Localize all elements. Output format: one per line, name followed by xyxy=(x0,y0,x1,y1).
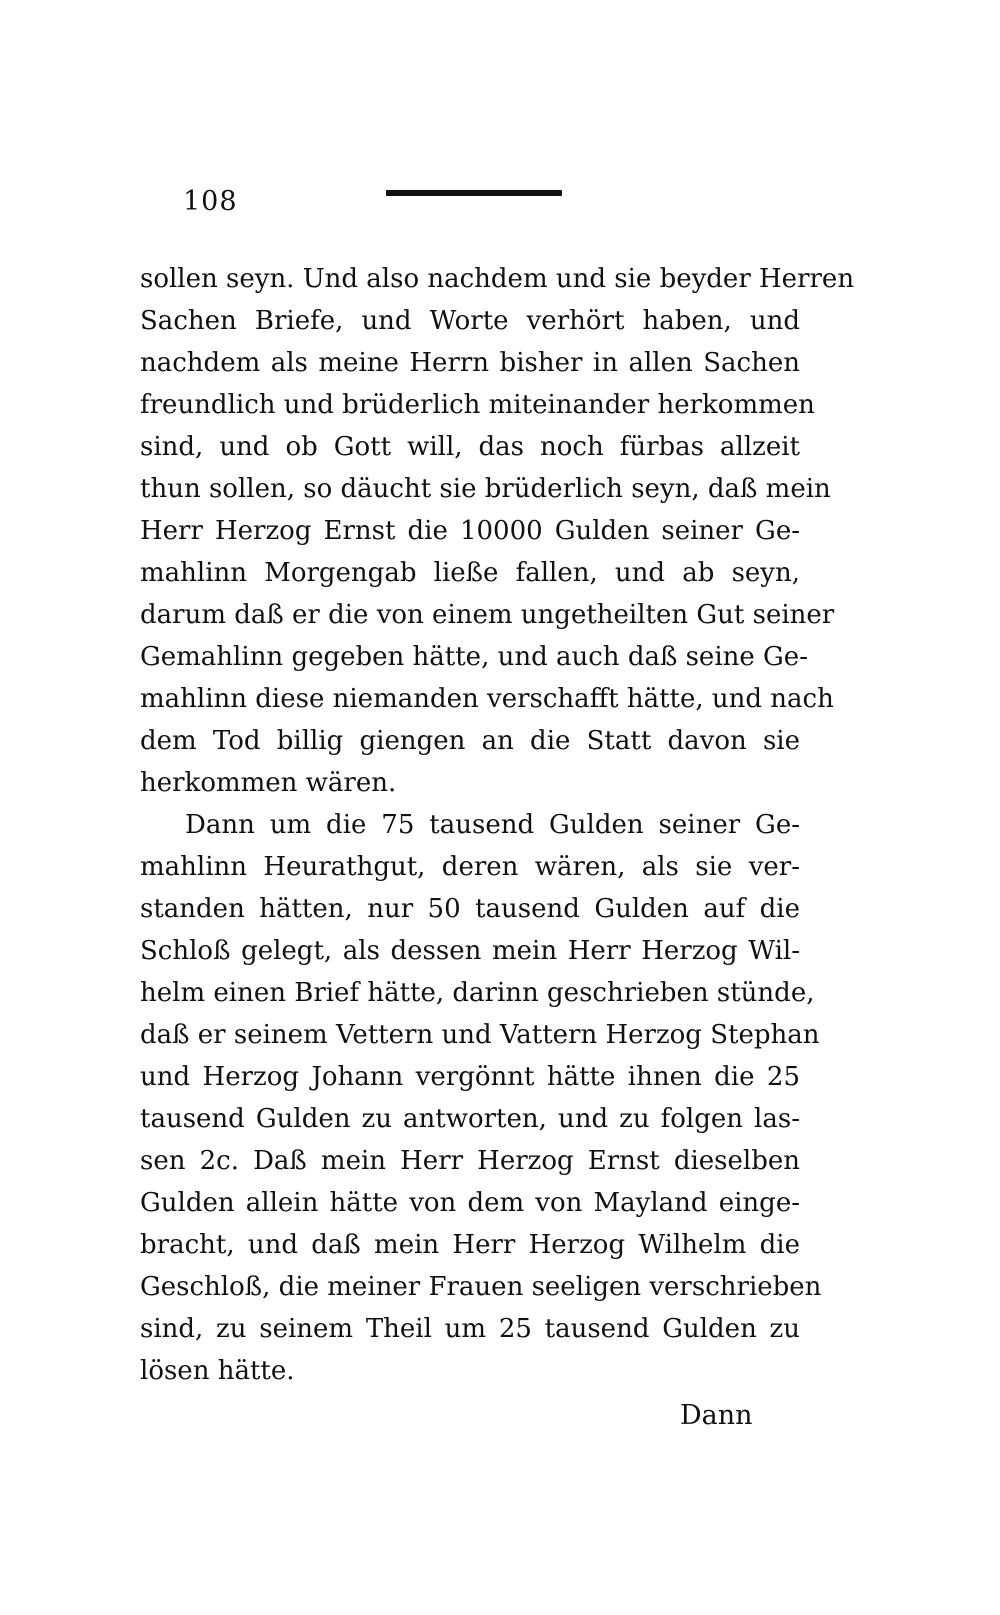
body-text xyxy=(140,258,855,1392)
text-line: thun sollen, so däucht sie brüderlich seyn, daß mein xyxy=(140,474,831,504)
text-line: Sachen Briefe, und Worte verhört haben, und xyxy=(140,306,800,336)
text-line: lösen hätte. xyxy=(140,1356,295,1386)
text-line: nachdem als meine Herrn bisher in allen Sachen xyxy=(140,348,800,378)
text-line: Herr Herzog Ernst die 10000 Gulden seiner Ge- xyxy=(140,516,800,546)
text-line: sind, zu seinem Theil um 25 tausend Gulden zu xyxy=(140,1314,800,1344)
text-line: Schloß gelegt, als dessen mein Herr Herzog Wil- xyxy=(140,936,800,966)
text-line: mahlinn Heurathgut, deren wären, als sie ver- xyxy=(140,852,800,882)
text-line: freundlich und brüderlich miteinander herkommen xyxy=(140,390,815,420)
text-line: dem Tod billig giengen an die Statt davon sie xyxy=(140,726,800,756)
text-line: helm einen Brief hätte, darinn geschrieben stünde, xyxy=(140,978,815,1008)
text-line: mahlinn Morgengab ließe fallen, und ab seyn, xyxy=(140,558,800,588)
text-line: tausend Gulden zu antworten, und zu folgen las- xyxy=(140,1104,800,1134)
text-line: Gemahlinn gegeben hätte, und auch daß seine Ge- xyxy=(140,642,808,672)
header-rule xyxy=(386,190,562,196)
text-line: bracht, und daß mein Herr Herzog Wilhelm die xyxy=(140,1230,800,1260)
text-line: daß er seinem Vettern und Vattern Herzog Stephan xyxy=(140,1020,820,1050)
text-line: darum daß er die von einem ungetheilten Gut seiner xyxy=(140,600,835,630)
text-line: Gulden allein hätte von dem von Mayland einge- xyxy=(140,1188,800,1218)
text-line: standen hätten, nur 50 tausend Gulden auf die xyxy=(140,894,800,924)
text-line: Geschloß, die meiner Frauen seeligen verschrieben xyxy=(140,1272,822,1302)
catchword: Dann xyxy=(680,1400,753,1431)
text-line: Dann um die 75 tausend Gulden seiner Ge- xyxy=(185,810,800,840)
text-line: sollen seyn. Und also nachdem und sie beyder Herren xyxy=(140,264,855,294)
text-line: sen 2c. Daß mein Herr Herzog Ernst dieselben xyxy=(140,1146,800,1176)
text-line: herkommen wären. xyxy=(140,768,397,798)
text-line: sind, und ob Gott will, das noch fürbas allzeit xyxy=(140,432,800,462)
page-number: 108 xyxy=(183,186,238,217)
text-line: mahlinn diese niemanden verschafft hätte, und nach xyxy=(140,684,834,714)
text-line: und Herzog Johann vergönnt hätte ihnen die 25 xyxy=(140,1062,800,1092)
